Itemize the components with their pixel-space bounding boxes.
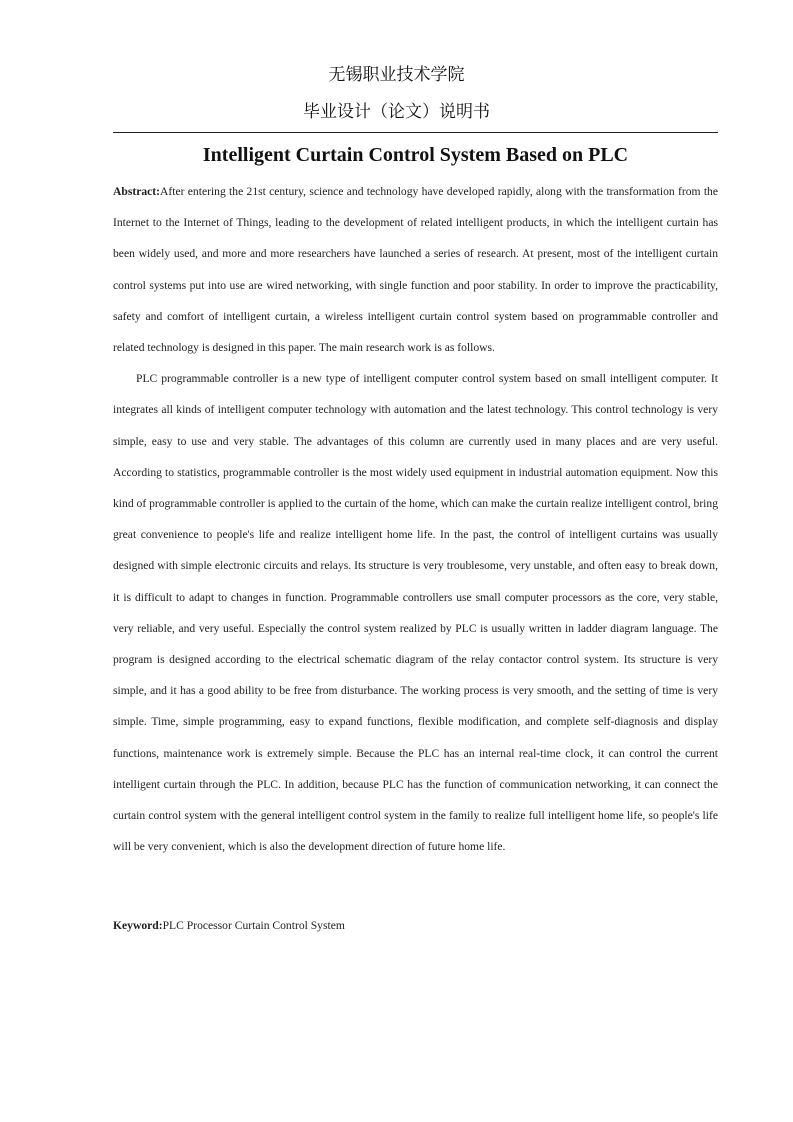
abstract-label: Abstract:: [113, 185, 161, 198]
school-name: 无锡职业技术学院: [328, 65, 465, 85]
header-divider: [113, 132, 718, 133]
abstract-paragraph-2: PLC programmable controller is a new type of intelligent computer control system based on small intelligent computer. It integrates all kinds of intelligent computer technology with automation and the latest technology. This control technology is very simple, easy to use and very stable. The advantages of this column are currently used in many places and are very useful. According to statistics, programmable controller is the most widely used equipment in industrial automation equipment. Now this kind of programmable controller is applied to the curtain of the home, which can make the curtain realize intelligent control, bring great convenience to people's life and realize intelligent home life. In the past, the control of intelligent curtains was usually designed with simple electronic circuits and relays. Its structure is very troublesome, very unstable, and often easy to break down, it is difficult to adapt to changes in function. Programmable controllers use small computer processors as the core, very stable, very reliable, and very useful. Especially the control system realized by PLC is usually written in ladder diagram language. The program is designed according to the electrical schematic diagram of the relay contactor control system. Its structure is very simple, and it has a good ability to be free from disturbance. The working process is very smooth, and the setting of time is very simple. Time, simple programming, easy to expand functions, flexible modification, and complete self-diagnosis and display functions, maintenance work is extremely simple. Because the PLC has an internal real-time clock, it can control the current intelligent curtain through the PLC. In addition, because PLC has the function of communication networking, it can connect the curtain control system with the general intelligent control system in the family to realize full intelligent home life, so people's life will be very convenient, which is also the development direction of future home life.: [113, 372, 718, 854]
abstract-section: [113, 176, 718, 862]
keywords-value: PLC Processor Curtain Control System: [162, 919, 345, 932]
keywords-section: [113, 910, 718, 941]
abstract-paragraph-1: [113, 176, 718, 363]
document-type: 毕业设计（论文）说明书: [303, 102, 490, 122]
paper-title: Intelligent Curtain Control System Based on PLC: [202, 144, 629, 166]
keywords-label: Keyword:: [113, 919, 163, 932]
abstract-paragraph-1-text: After entering the 21st century, science and technology have developed rapidly, along with the transformation from the Internet to the Internet of Things, leading to the development of related intelligent products, in which the intelligent curtain has been widely used, and more and more researchers have launched a series of research. At present, most of the intelligent curtain control systems put into use are wired networking, with single function and poor stability. In order to improve the practicability, safety and comfort of intelligent curtain, a wireless intelligent curtain control system based on programmable controller and related technology is designed in this paper. The main research work is as follows.: [113, 185, 718, 355]
